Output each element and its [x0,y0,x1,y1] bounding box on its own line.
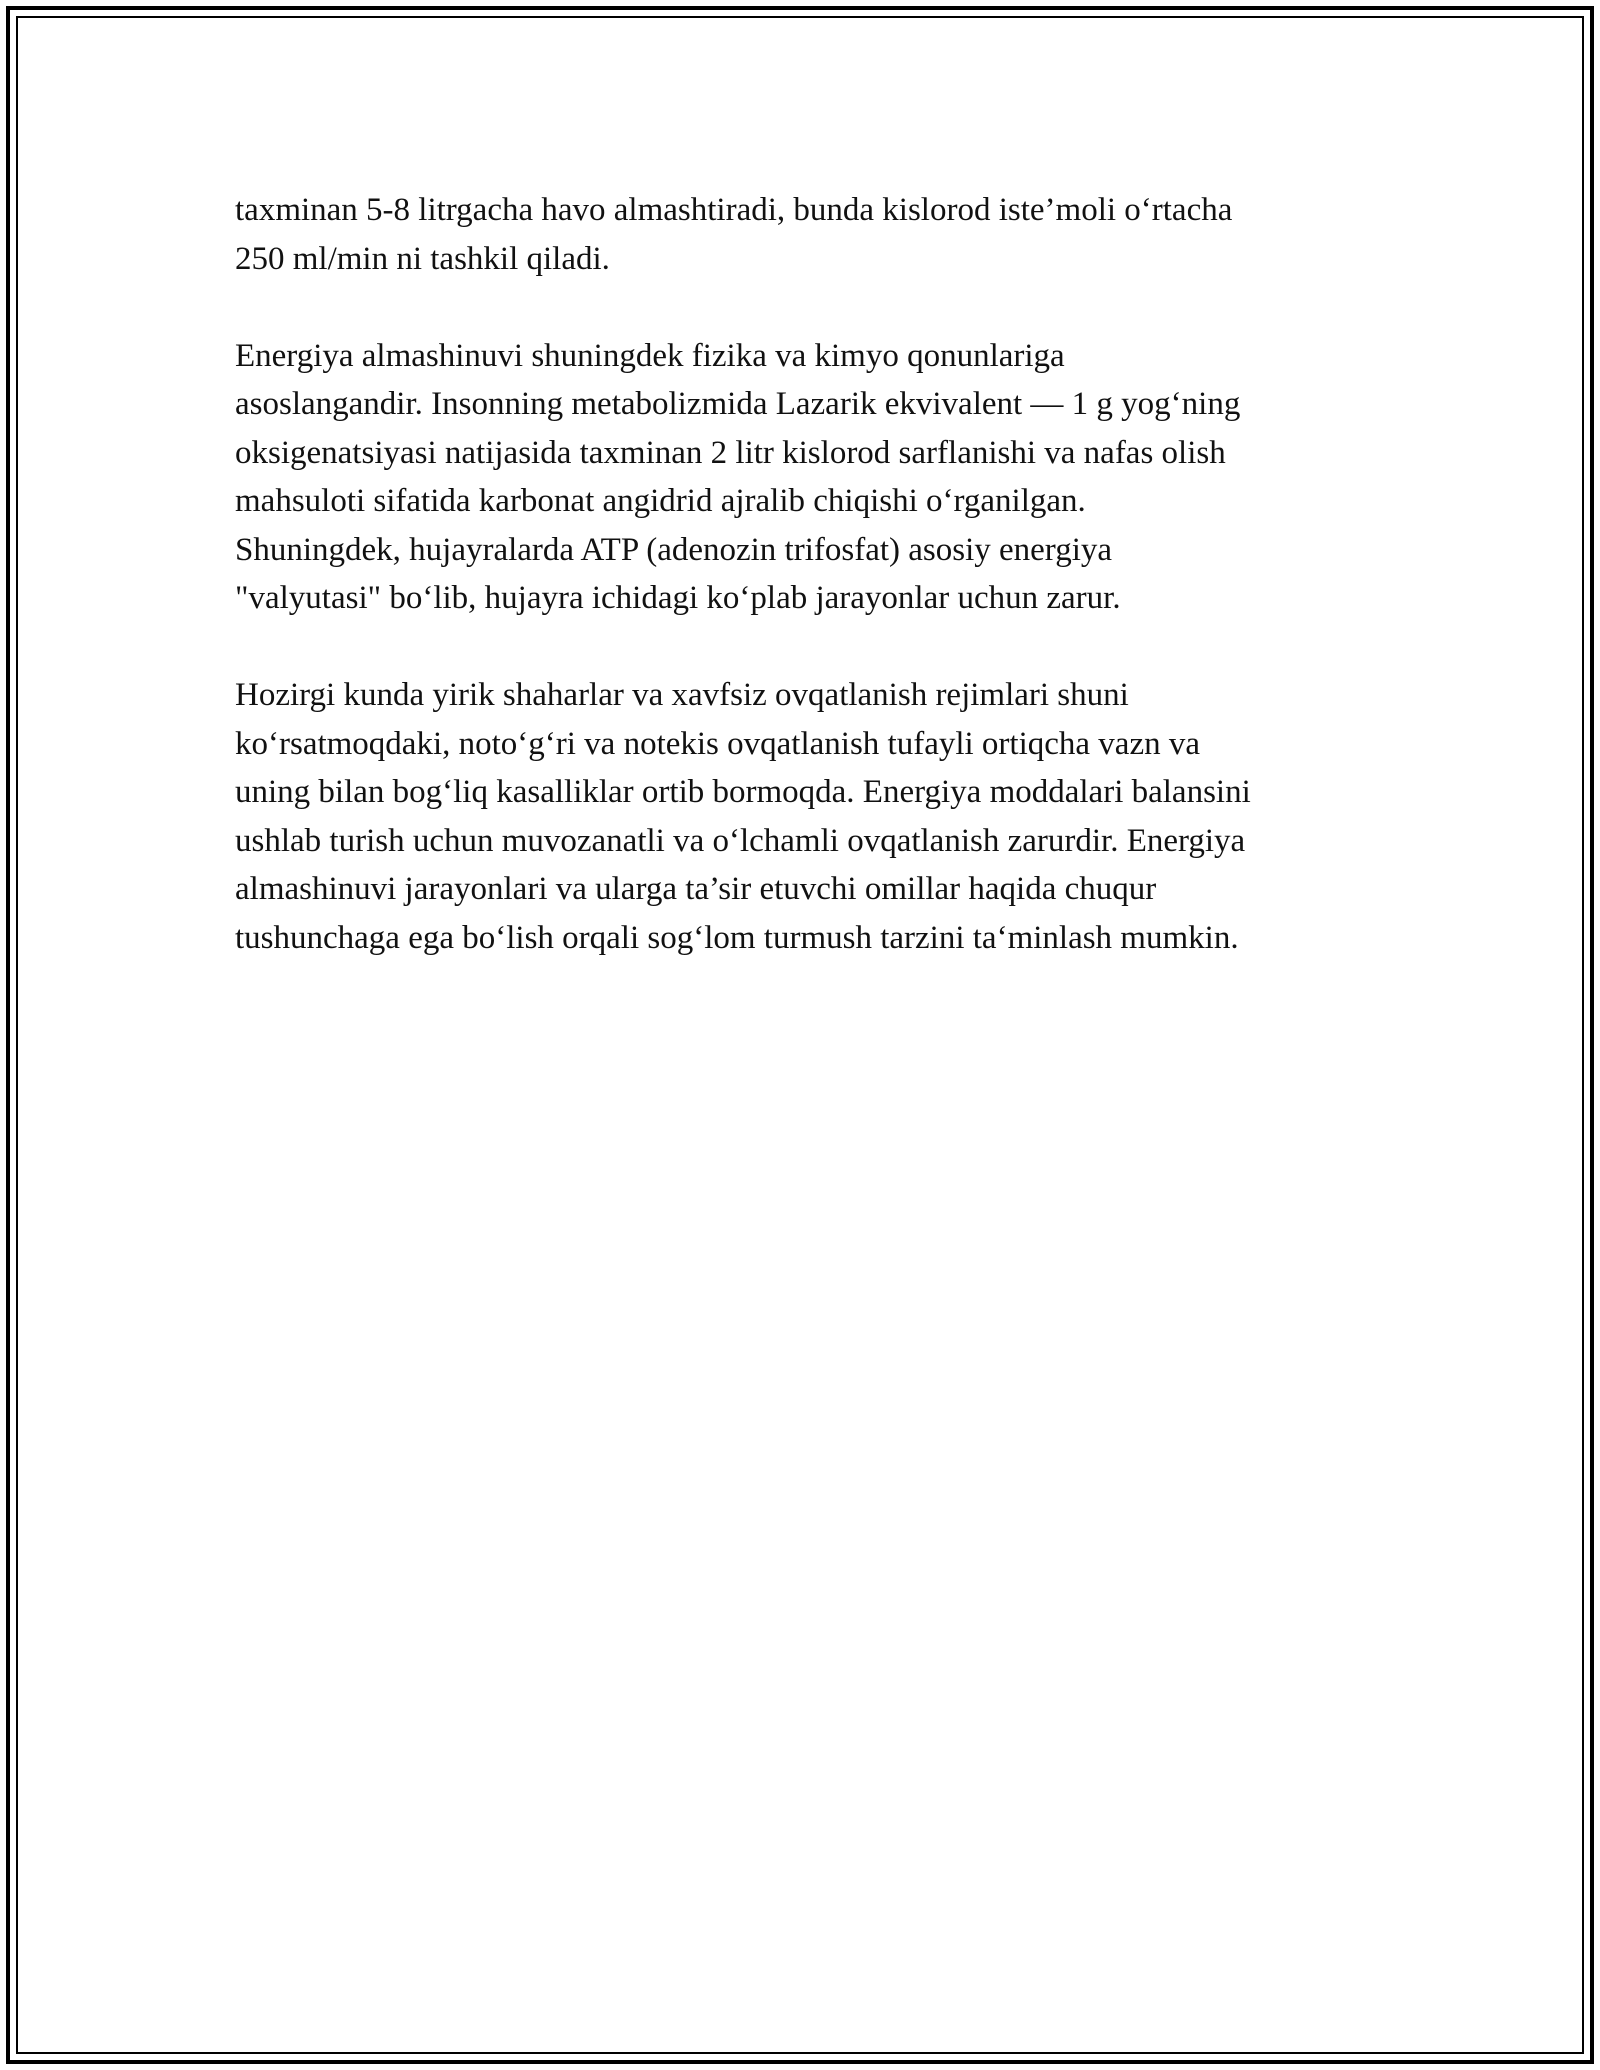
text-line: Hozirgi kunda yirik shaharlar va xavfsiz ovqatlanish rejimlari shuni [235,677,1129,713]
text-line: asoslangandir. Insonning metabolizmida Lazarik ekvivalent — 1 g yog‘ning [235,386,1241,422]
paragraph-1 [235,186,1375,283]
text-line: almashinuvi jarayonlari va ularga ta’sir etuvchi omillar haqida chuqur [235,871,1157,907]
paragraph-3 [235,671,1375,962]
text-line: tushunchaga ega bo‘lish orqali sog‘lom turmush tarzini ta‘minlash mumkin. [235,919,1239,956]
text-line: Shuningdek, hujayralarda ATP (adenozin trifosfat) asosiy energiya [235,531,1113,568]
document-body [235,186,1375,1011]
text-line: 250 ml/min ni tashkil qiladi. [235,240,610,277]
text-line: Energiya almashinuvi shuningdek fizika va kimyo qonunlariga [235,337,1065,374]
text-line: uning bilan bog‘liq kasalliklar ortib bormoqda. Energiya moddalari balansini [235,774,1251,810]
text-line: "valyutasi" bo‘lib, hujayra ichidagi ko‘plab jarayonlar uchun zarur. [235,580,1121,616]
text-line: taxminan 5-8 litrgacha havo almashtiradi, bunda kislorod iste’moli o‘rtacha [235,192,1233,228]
text-line: ko‘rsatmoqdaki, noto‘g‘ri va notekis ovqatlanish tufayli ortiqcha vazn va [235,725,1200,762]
paragraph-2 [235,332,1375,623]
text-line: oksigenatsiyasi natijasida taxminan 2 litr kislorod sarflanishi va nafas olish [235,434,1226,471]
text-line: ushlab turish uchun muvozanatli va o‘lchamli ovqatlanish zarurdir. Energiya [235,822,1246,859]
text-line: mahsuloti sifatida karbonat angidrid ajralib chiqishi o‘rganilgan. [235,483,1086,519]
